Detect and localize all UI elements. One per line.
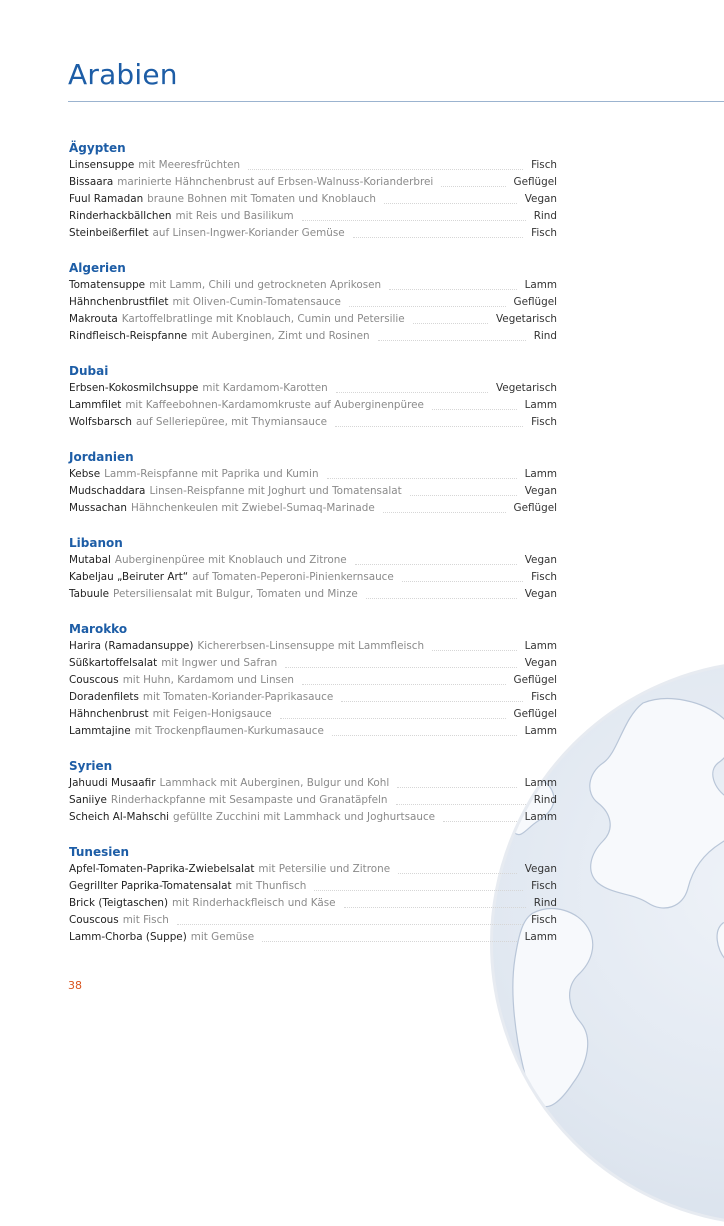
dot-leader [432, 650, 517, 651]
menu-item [69, 723, 557, 740]
dish-description: mit Rinderhackfleisch und Käse [172, 897, 336, 909]
dot-leader [336, 392, 488, 393]
country-heading: Marokko [69, 622, 128, 636]
dot-leader [353, 237, 524, 238]
dish-category: Geflügel [513, 296, 557, 308]
dish-category: Lamm [524, 399, 557, 411]
dish-name: Kabeljau „Beiruter Art“ [69, 571, 189, 583]
page-title: Arabien [68, 58, 178, 91]
dish-category: Rind [533, 794, 557, 806]
dish-name: Couscous [69, 674, 119, 686]
page-number: 38 [68, 979, 82, 992]
dish-description: mit Kaffeebohnen-Kardamomkruste auf Auberginenpüree [125, 399, 424, 411]
dish-description: mit Ingwer und Safran [161, 657, 278, 669]
menu-item [69, 157, 557, 174]
menu-item [69, 380, 557, 397]
dish-category: Lamm [524, 931, 557, 943]
dish-name: Apfel-Tomaten-Paprika-Zwiebelsalat [69, 863, 255, 875]
dot-leader [413, 323, 488, 324]
menu-item [69, 483, 557, 500]
dot-leader [432, 409, 517, 410]
dot-leader [280, 718, 506, 719]
country-section [69, 844, 557, 946]
title-divider [68, 101, 724, 102]
dot-leader [344, 907, 526, 908]
dish-name: Linsensuppe [69, 159, 135, 171]
dish-category: Rind [533, 330, 557, 342]
dot-leader [302, 684, 506, 685]
country-section [69, 140, 557, 242]
menu-item [69, 929, 557, 946]
menu-item [69, 277, 557, 294]
menu-item [69, 328, 557, 345]
country-section [69, 449, 557, 517]
dish-description: Rinderhackpfanne mit Sesampaste und Granatäpfeln [110, 794, 388, 806]
dish-category: Fisch [531, 880, 557, 892]
dot-leader [332, 735, 517, 736]
dot-leader [262, 941, 516, 942]
dish-category: Lamm [524, 640, 557, 652]
dish-category: Vegan [524, 554, 557, 566]
dish-category: Geflügel [513, 176, 557, 188]
menu-list [69, 140, 557, 964]
dot-leader [349, 306, 506, 307]
menu-item [69, 466, 557, 483]
dish-description: mit Lamm, Chili und getrockneten Aprikosen [149, 279, 382, 291]
dish-category: Lamm [524, 468, 557, 480]
dot-leader [441, 186, 505, 187]
country-heading: Syrien [69, 759, 113, 773]
menu-item [69, 500, 557, 517]
dish-name: Jahuudi Musaafir [69, 777, 156, 789]
dish-category: Vegan [524, 657, 557, 669]
menu-item [69, 638, 557, 655]
dish-description: Lamm-Reispfanne mit Paprika und Kumin [104, 468, 319, 480]
dish-category: Rind [533, 210, 557, 222]
dish-name: Hähnchenbrustfilet [69, 296, 169, 308]
menu-item [69, 569, 557, 586]
dish-description: Hähnchenkeulen mit Zwiebel-Sumaq-Marinade [131, 502, 375, 514]
dish-description: mit Oliven-Cumin-Tomatensauce [172, 296, 341, 308]
dish-description: auf Linsen-Ingwer-Koriander Gemüse [152, 227, 345, 239]
dish-name: Mussachan [69, 502, 127, 514]
dish-description: mit Kardamom-Karotten [202, 382, 328, 394]
menu-item [69, 672, 557, 689]
dish-description: mit Fisch [122, 914, 169, 926]
dish-name: Erbsen-Kokosmilchsuppe [69, 382, 199, 394]
dot-leader [335, 426, 523, 427]
dish-name: Kebse [69, 468, 101, 480]
dish-name: Harira (Ramadansuppe) [69, 640, 194, 652]
dot-leader [302, 220, 526, 221]
dish-description: mit Auberginen, Zimt und Rosinen [191, 330, 370, 342]
dot-leader [383, 512, 506, 513]
country-heading: Tunesien [69, 845, 130, 859]
dot-leader [389, 289, 516, 290]
menu-item [69, 311, 557, 328]
dot-leader [314, 890, 523, 891]
menu-item [69, 586, 557, 603]
menu-item [69, 895, 557, 912]
dish-description: mit Meeresfrüchten [138, 159, 241, 171]
dish-name: Bissaara [69, 176, 114, 188]
dot-leader [355, 564, 517, 565]
dish-description: mit Trockenpflaumen-Kurkumasauce [134, 725, 324, 737]
dish-description: mit Thunfisch [235, 880, 307, 892]
dish-name: Lammtajine [69, 725, 131, 737]
dish-name: Tomatensuppe [69, 279, 146, 291]
dish-description: Auberginenpüree mit Knoblauch und Zitrone [114, 554, 347, 566]
dot-leader [443, 821, 517, 822]
dish-description: auf Selleriepüree, mit Thymiansauce [135, 416, 328, 428]
dish-category: Lamm [524, 725, 557, 737]
dish-name: Fuul Ramadan [69, 193, 144, 205]
dish-description: braune Bohnen mit Tomaten und Knoblauch [147, 193, 376, 205]
dish-category: Fisch [531, 691, 557, 703]
dish-description: mit Petersilie und Zitrone [258, 863, 391, 875]
country-heading: Ägypten [69, 141, 126, 155]
menu-item [69, 655, 557, 672]
dish-name: Steinbeißerfilet [69, 227, 149, 239]
country-heading: Libanon [69, 536, 123, 550]
dish-name: Saniiye [69, 794, 107, 806]
country-section [69, 621, 557, 740]
dot-leader [397, 787, 516, 788]
country-section [69, 260, 557, 345]
dish-description: mit Feigen-Honigsauce [152, 708, 272, 720]
dish-description: mit Reis und Basilikum [175, 210, 294, 222]
dish-category: Vegan [524, 588, 557, 600]
dish-name: Scheich Al-Mahschi [69, 811, 170, 823]
menu-item [69, 294, 557, 311]
dish-name: Lamm-Chorba (Suppe) [69, 931, 187, 943]
country-heading: Jordanien [69, 450, 134, 464]
dish-category: Vegan [524, 193, 557, 205]
menu-item [69, 225, 557, 242]
dish-description: auf Tomaten-Peperoni-Pinienkernsauce [192, 571, 394, 583]
menu-item [69, 775, 557, 792]
country-section [69, 758, 557, 826]
menu-item [69, 912, 557, 929]
dot-leader [341, 701, 523, 702]
dish-name: Mutabal [69, 554, 111, 566]
menu-item [69, 552, 557, 569]
country-section [69, 535, 557, 603]
dot-leader [378, 340, 526, 341]
dot-leader [384, 203, 517, 204]
dish-category: Lamm [524, 279, 557, 291]
menu-item [69, 414, 557, 431]
dish-category: Fisch [531, 159, 557, 171]
dish-category: Lamm [524, 811, 557, 823]
menu-item [69, 174, 557, 191]
dish-name: Couscous [69, 914, 119, 926]
dish-description: mit Tomaten-Koriander-Paprikasauce [142, 691, 334, 703]
menu-item [69, 191, 557, 208]
dish-description: mit Huhn, Kardamom und Linsen [122, 674, 294, 686]
dish-category: Fisch [531, 227, 557, 239]
dish-name: Makrouta [69, 313, 118, 325]
menu-item [69, 208, 557, 225]
dish-category: Geflügel [513, 708, 557, 720]
dish-name: Süßkartoffelsalat [69, 657, 158, 669]
dish-category: Fisch [531, 416, 557, 428]
dish-name: Lammfilet [69, 399, 122, 411]
dot-leader [396, 804, 526, 805]
dish-category: Vegetarisch [496, 313, 557, 325]
dish-description: Kartoffelbratlinge mit Knoblauch, Cumin und Petersilie [121, 313, 405, 325]
menu-item [69, 792, 557, 809]
dish-name: Doradenfilets [69, 691, 139, 703]
dish-name: Brick (Teigtaschen) [69, 897, 169, 909]
dish-description: Kichererbsen-Linsensuppe mit Lammfleisch [197, 640, 425, 652]
dish-category: Vegan [524, 485, 557, 497]
dish-category: Vegetarisch [496, 382, 557, 394]
country-heading: Dubai [69, 364, 109, 378]
dish-category: Rind [533, 897, 557, 909]
dish-category: Geflügel [513, 674, 557, 686]
dish-description: Petersiliensalat mit Bulgur, Tomaten und Minze [113, 588, 358, 600]
dish-name: Tabuule [69, 588, 110, 600]
dish-description: marinierte Hähnchenbrust auf Erbsen-Walnuss-Korianderbrei [117, 176, 434, 188]
dot-leader [285, 667, 517, 668]
dot-leader [402, 581, 523, 582]
menu-item [69, 878, 557, 895]
dish-description: Linsen-Reispfanne mit Joghurt und Tomatensalat [149, 485, 402, 497]
dot-leader [410, 495, 517, 496]
dish-category: Fisch [531, 571, 557, 583]
dot-leader [248, 169, 523, 170]
dot-leader [398, 873, 517, 874]
dish-name: Hähnchenbrust [69, 708, 149, 720]
menu-item [69, 689, 557, 706]
country-heading: Algerien [69, 261, 126, 275]
dot-leader [327, 478, 517, 479]
dish-description: Lammhack mit Auberginen, Bulgur und Kohl [159, 777, 390, 789]
dish-category: Geflügel [513, 502, 557, 514]
country-section [69, 363, 557, 431]
dot-leader [366, 598, 517, 599]
dish-name: Rindfleisch-Reispfanne [69, 330, 188, 342]
menu-item [69, 861, 557, 878]
menu-item [69, 809, 557, 826]
dot-leader [177, 924, 523, 925]
menu-item [69, 397, 557, 414]
dish-category: Fisch [531, 914, 557, 926]
dish-name: Gegrillter Paprika-Tomatensalat [69, 880, 232, 892]
dish-category: Vegan [524, 863, 557, 875]
menu-item [69, 706, 557, 723]
dish-description: gefüllte Zucchini mit Lammhack und Joghurtsauce [173, 811, 436, 823]
dish-name: Mudschaddara [69, 485, 146, 497]
dish-description: mit Gemüse [190, 931, 255, 943]
dish-name: Wolfsbarsch [69, 416, 132, 428]
dish-category: Lamm [524, 777, 557, 789]
dish-name: Rinderhackbällchen [69, 210, 172, 222]
